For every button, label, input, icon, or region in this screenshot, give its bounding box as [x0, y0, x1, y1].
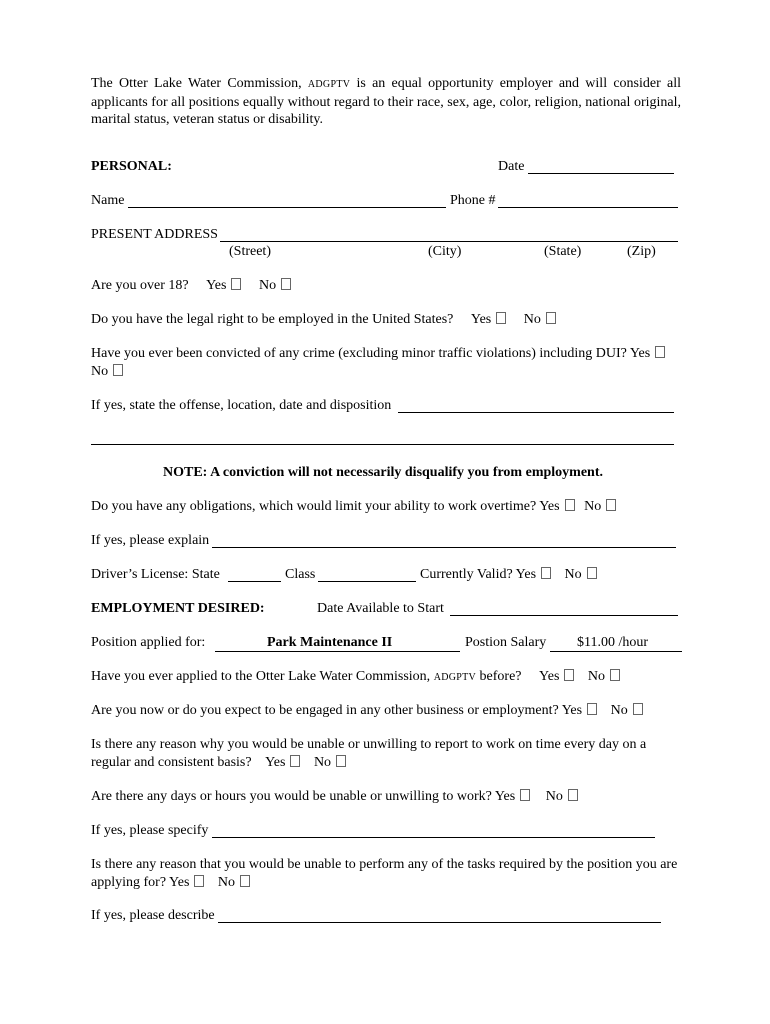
license-valid-question: [420, 567, 597, 583]
currently-valid-label: Currently Valid?: [420, 567, 513, 582]
city-caption: (City): [428, 244, 462, 259]
other-business-label: Are you now or do you expect to be engaged in any other business or employment?: [91, 703, 559, 718]
other-business-question: [91, 703, 643, 719]
overtime-yes-checkbox[interactable]: [565, 499, 575, 511]
describe-label: If yes, please describe: [91, 908, 215, 923]
license-valid-yes-checkbox[interactable]: [541, 567, 551, 579]
describe-field[interactable]: [218, 909, 661, 923]
date-available-label: Date Available to Start: [317, 601, 444, 616]
report-on-time-yes-label: Yes: [265, 755, 286, 770]
zip-caption: (Zip): [627, 244, 656, 259]
legal-right-no-checkbox[interactable]: [546, 312, 556, 324]
legal-right-question: [91, 312, 556, 328]
license-class-field[interactable]: [318, 568, 416, 582]
license-valid-no-checkbox[interactable]: [587, 567, 597, 579]
date-field[interactable]: [528, 160, 674, 174]
tasks-question: [91, 875, 250, 891]
over-18-question: [91, 278, 291, 294]
report-on-time-question-line-1: Is there any reason why you would be unable or unwilling to report to work on time every day on a: [91, 737, 647, 752]
eeo-text-end: is an equal opportunity employer and will consider all applicants for all positions equally without regard to their race, sex, age, color, religion, national original, marital status, veteran status or disability.: [91, 76, 682, 127]
conviction-yes-checkbox[interactable]: [655, 346, 665, 358]
salary-label: Postion Salary: [465, 635, 547, 650]
tasks-no-label: No: [217, 875, 236, 890]
present-address-label: PRESENT ADDRESS: [91, 227, 218, 242]
days-hours-yes-label: Yes: [494, 789, 516, 804]
explain-label: If yes, please explain: [91, 533, 210, 548]
other-business-yes-label: Yes: [561, 703, 583, 718]
report-on-time-label: regular and consistent basis?: [91, 755, 252, 770]
tasks-yes-checkbox[interactable]: [194, 875, 204, 887]
present-address-field[interactable]: [220, 228, 678, 242]
eeo-text-start: The Otter Lake Water Commission,: [91, 76, 308, 91]
explain-field[interactable]: [212, 534, 676, 548]
license-valid-no-label: No: [564, 567, 582, 582]
license-class-label: Class: [285, 567, 316, 582]
offense-label: If yes, state the offense, location, date and disposition: [91, 398, 392, 413]
license-state-label: Driver’s License: State: [91, 567, 220, 582]
report-on-time-no-checkbox[interactable]: [336, 755, 346, 767]
conviction-no-row: [91, 364, 123, 380]
applied-before-no-label: No: [587, 669, 606, 684]
over-18-no-label: No: [258, 278, 277, 293]
days-hours-no-label: No: [545, 789, 563, 804]
over-18-yes-checkbox[interactable]: [231, 278, 241, 290]
tasks-label: applying for?: [91, 875, 167, 890]
applied-before-yes-label: Yes: [539, 669, 560, 684]
conviction-note: NOTE: A conviction will not necessarily disqualify you from employment.: [163, 465, 603, 480]
name-field[interactable]: [128, 194, 446, 208]
other-business-yes-checkbox[interactable]: [587, 703, 597, 715]
days-hours-question: [91, 789, 578, 805]
org-abbrev: ADGPTV: [307, 79, 351, 90]
tasks-question-line-1: Is there any reason that you would be unable to perform any of the tasks required by the position you are: [91, 857, 678, 872]
days-hours-yes-checkbox[interactable]: [520, 789, 530, 801]
report-on-time-question: [91, 755, 346, 771]
license-state-field[interactable]: [228, 568, 281, 582]
overtime-no-checkbox[interactable]: [606, 499, 616, 511]
overtime-label: Do you have any obligations, which would limit your ability to work overtime?: [91, 499, 537, 514]
tasks-no-checkbox[interactable]: [240, 875, 250, 887]
phone-field[interactable]: [498, 194, 678, 208]
legal-right-yes-label: Yes: [470, 312, 492, 327]
over-18-yes-label: Yes: [206, 278, 227, 293]
position-value: Park Maintenance II: [267, 635, 393, 650]
conviction-no-label: No: [91, 364, 109, 379]
conviction-yes-label: Yes: [629, 346, 651, 361]
legal-right-label: Do you have the legal right to be employed in the United States?: [91, 312, 454, 327]
other-business-no-checkbox[interactable]: [633, 703, 643, 715]
personal-heading: PERSONAL:: [91, 159, 172, 174]
applied-before-label: Have you ever applied to the Otter Lake Water Commission,: [91, 669, 434, 684]
report-on-time-yes-checkbox[interactable]: [290, 755, 300, 767]
state-caption: (State): [544, 244, 582, 259]
legal-right-yes-checkbox[interactable]: [496, 312, 506, 324]
report-on-time-no-label: No: [313, 755, 332, 770]
other-business-no-label: No: [610, 703, 628, 718]
specify-field[interactable]: [212, 824, 655, 838]
over-18-label: Are you over 18?: [91, 278, 189, 293]
days-hours-no-checkbox[interactable]: [568, 789, 578, 801]
overtime-yes-label: Yes: [539, 499, 560, 514]
position-label: Position applied for:: [91, 635, 206, 650]
applied-before-question: [91, 669, 620, 685]
legal-right-no-label: No: [523, 312, 541, 327]
applied-before-org-abbrev: ADGPTV: [433, 672, 477, 683]
conviction-question: [91, 346, 665, 362]
offense-field[interactable]: [398, 399, 674, 413]
eeo-statement: [91, 75, 681, 129]
overtime-question: [91, 499, 616, 515]
over-18-no-checkbox[interactable]: [281, 278, 291, 290]
tasks-yes-label: Yes: [169, 875, 190, 890]
applied-before-label-end: before?: [476, 669, 522, 684]
days-hours-label: Are there any days or hours you would be unable or unwilling to work?: [91, 789, 492, 804]
license-valid-yes-label: Yes: [515, 567, 537, 582]
overtime-no-label: No: [584, 499, 602, 514]
date-available-field[interactable]: [450, 602, 678, 616]
street-caption: (Street): [229, 244, 271, 259]
offense-field-line-2[interactable]: [91, 431, 674, 445]
employment-heading: EMPLOYMENT DESIRED:: [91, 601, 265, 616]
name-label: Name: [91, 193, 125, 208]
salary-field[interactable]: [550, 635, 682, 652]
salary-value: $11.00 /hour: [577, 635, 649, 650]
conviction-label: Have you ever been convicted of any crime (excluding minor traffic violations) including DUI?: [91, 346, 627, 361]
conviction-no-checkbox[interactable]: [113, 364, 123, 376]
position-field[interactable]: [215, 635, 460, 652]
applied-before-no-checkbox[interactable]: [610, 669, 620, 681]
date-label: Date: [498, 159, 525, 174]
phone-label: Phone #: [450, 193, 496, 208]
specify-label: If yes, please specify: [91, 823, 209, 838]
applied-before-yes-checkbox[interactable]: [564, 669, 574, 681]
